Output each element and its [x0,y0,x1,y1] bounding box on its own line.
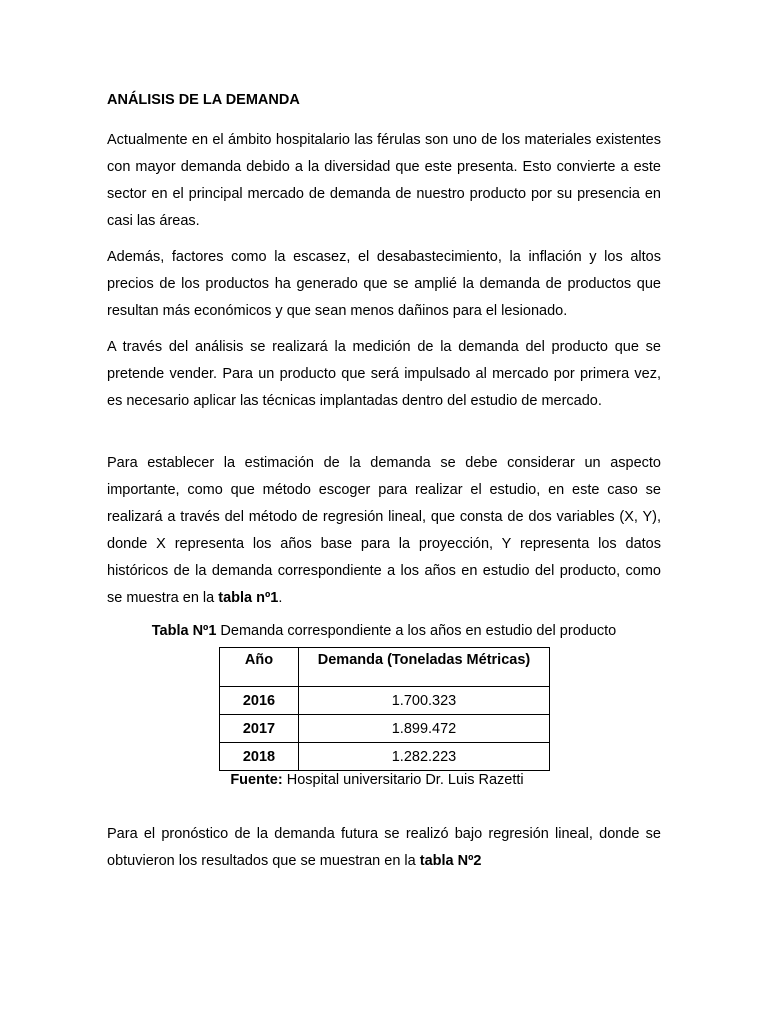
column-header-year: Año [220,648,299,687]
paragraph-estimation-method [107,450,661,612]
source-label: Fuente: [230,772,283,788]
paragraph-forecast [107,821,661,875]
table-cell-year: 2016 [220,687,299,715]
table-cell-year: 2017 [220,715,299,743]
table-reference-1: tabla nº1 [218,590,279,606]
demand-table [219,647,550,771]
paragraph-hospital-context: Actualmente en el ámbito hospitalario las férulas son uno de los materiales existentes con mayor demanda debido a la diversidad que este presenta. Esto convierte a este sector en el principal mercado de demanda de nuestro producto por su presencia en casi las áreas. [107,132,661,229]
paragraph-analysis-purpose: A través del análisis se realizará la medición de la demanda del producto que se pretende vender. Para un producto que será impulsado al mercado por primera vez, es necesario aplicar las técnicas implantadas dentro del estudio de mercado. [107,339,661,409]
table-caption-label: Tabla Nº1 [151,623,217,639]
source-text: Hospital universitario Dr. Luis Razetti [282,772,524,788]
table-cell-demand: 1.700.323 [299,687,550,715]
table-reference-2: tabla Nº2 [419,853,482,869]
column-header-demand: Demanda (Toneladas Métricas) [299,648,550,687]
table-cell-year: 2018 [220,743,299,771]
table-cell-demand: 1.899.472 [299,715,550,743]
estimation-text: Para establecer la estimación de la demanda se debe considerar un aspecto importante, como que método escoger para realizar el estudio, en este caso se realizará a través del método de regresión lineal, que consta de dos variables (X, Y), donde X representa los años base para la proyección, Y representa los datos históricos de la demanda correspondiente a los años en estudio del producto, como se muestra en la [107,455,661,606]
table-row [220,715,550,743]
table-cell-demand: 1.282.223 [299,743,550,771]
forecast-text: Para el pronóstico de la demanda futura se realizó bajo regresión lineal, donde se obtuvieron los resultados que se muestran en la [107,826,661,869]
table-header-row [220,648,550,687]
estimation-period: . [278,590,283,606]
table-row [220,687,550,715]
section-heading: ANÁLISIS DE LA DEMANDA [107,92,300,108]
demand-table-wrapper [219,647,550,771]
table-caption-text: Demanda correspondiente a los años en estudio del producto [216,623,617,639]
table-source [93,771,661,789]
paragraph-market-factors: Además, factores como la escasez, el desabastecimiento, la inflación y los altos precios de los productos ha generado que se amplié la demanda de productos que resultan más económicos y que sean menos dañinos para el lesionado. [107,249,661,319]
table-caption [107,621,661,641]
table-row [220,743,550,771]
